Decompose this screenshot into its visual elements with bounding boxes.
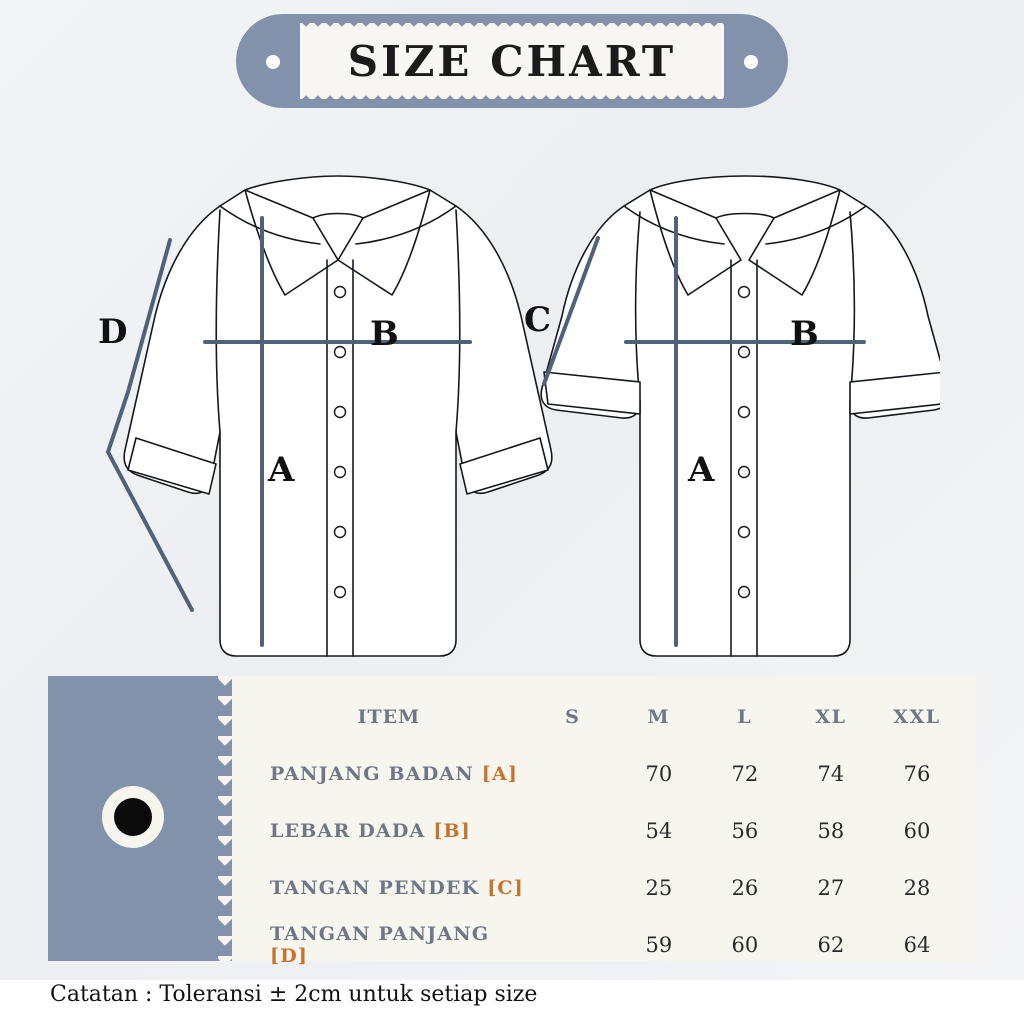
marker-label-d: D [98, 312, 128, 352]
marker-label-c: C [524, 300, 552, 340]
size-table [248, 688, 960, 973]
column-header-xxl: XXL [893, 705, 941, 728]
tag-zigzag-edge [218, 676, 232, 961]
row-label-text: LEBAR DADA [270, 819, 426, 842]
marker-label-b-short: B [790, 314, 819, 354]
cell-xl: 58 [817, 818, 845, 843]
row-code-a: [A] [481, 762, 519, 785]
table-row [248, 745, 960, 802]
cell-l: 60 [731, 932, 759, 957]
cell-s [530, 859, 616, 916]
column-header-l: L [737, 705, 753, 728]
row-code-b: [B] [433, 819, 471, 842]
header-plaque [236, 14, 788, 108]
tag-eyelet-hole-icon [114, 798, 152, 836]
page-title: SIZE CHART [347, 36, 677, 86]
cell-s [530, 745, 616, 802]
cell-l: 26 [731, 875, 759, 900]
tag-block-decoration [48, 676, 218, 961]
cell-xxl: 76 [903, 761, 931, 786]
header-label [300, 31, 724, 91]
plaque-hole-left-icon [266, 55, 280, 69]
row-label-tangan-panjang [248, 916, 530, 973]
cell-xl: 62 [817, 932, 845, 957]
cell-m: 25 [645, 875, 673, 900]
table-header-row [248, 688, 960, 745]
row-label-text: TANGAN PENDEK [270, 876, 480, 899]
row-code-c: [C] [487, 876, 524, 899]
tag-eyelet-icon [102, 786, 164, 848]
cell-xxl: 64 [903, 932, 931, 957]
table-row [248, 802, 960, 859]
footnote-text: Catatan : Toleransi ± 2cm untuk setiap size [50, 982, 538, 1007]
plaque-hole-right-icon [744, 55, 758, 69]
cell-xl: 27 [817, 875, 845, 900]
column-header-m: M [647, 705, 671, 728]
row-code-d: [D] [270, 944, 309, 967]
size-table-card [48, 676, 976, 967]
zigzag-top-decoration [300, 23, 724, 31]
cell-m: 70 [645, 761, 673, 786]
row-label-text: TANGAN PANJANG [270, 922, 490, 945]
shirt-illustrations [0, 120, 1024, 675]
column-header-xl: XL [815, 705, 847, 728]
table-row [248, 859, 960, 916]
cell-xl: 74 [817, 761, 845, 786]
short-sleeve-shirt-drawing [520, 120, 940, 675]
cell-xxl: 28 [903, 875, 931, 900]
long-sleeve-shirt-drawing [70, 120, 570, 675]
marker-label-b-long: B [370, 314, 399, 354]
table-row [248, 916, 960, 973]
column-header-s: S [565, 705, 581, 728]
marker-label-a-long: A [268, 450, 295, 490]
zigzag-bottom-decoration [300, 91, 724, 99]
row-label-text: PANJANG BADAN [270, 762, 474, 785]
row-label-tangan-pendek [248, 859, 530, 916]
cell-s [530, 802, 616, 859]
cell-l: 56 [731, 818, 759, 843]
row-label-panjang-badan [248, 745, 530, 802]
cell-l: 72 [731, 761, 759, 786]
cell-m: 54 [645, 818, 673, 843]
cell-xxl: 60 [903, 818, 931, 843]
cell-s [530, 916, 616, 973]
cell-m: 59 [645, 932, 673, 957]
marker-label-a-short: A [688, 450, 715, 490]
row-label-lebar-dada [248, 802, 530, 859]
column-header-item: ITEM [357, 705, 421, 728]
